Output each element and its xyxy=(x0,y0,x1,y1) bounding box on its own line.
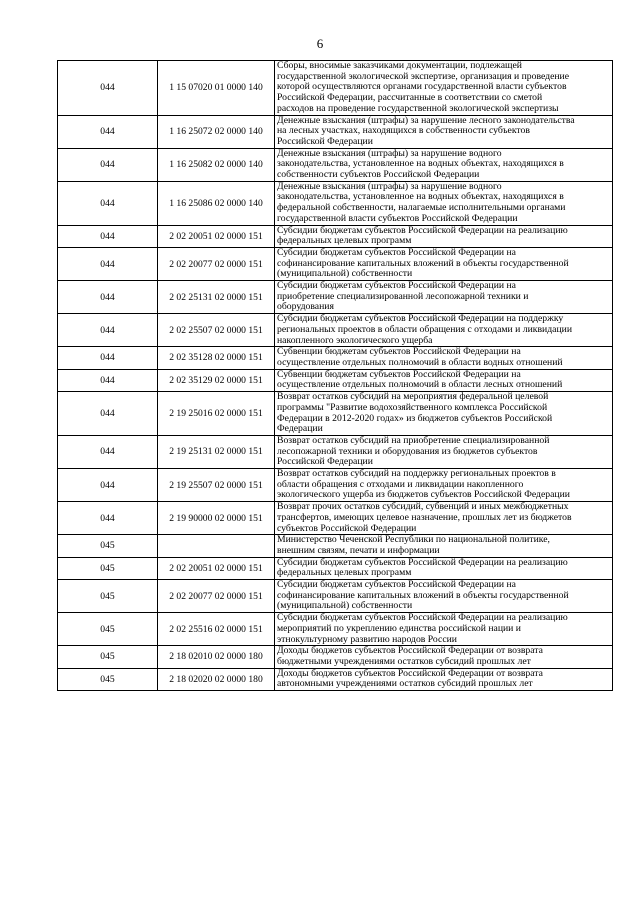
admin-code-cell: 045 xyxy=(58,535,158,557)
table-row xyxy=(58,225,613,247)
description-line: Субсидии бюджетам субъектов Российской Федерации на поддержку xyxy=(277,313,564,325)
table-row xyxy=(58,535,613,557)
budget-code-cell xyxy=(158,535,275,557)
admin-code-cell: 044 xyxy=(58,247,158,280)
table-row xyxy=(58,668,613,690)
description-line: Российской Федерации xyxy=(277,456,373,468)
admin-code-cell: 044 xyxy=(58,225,158,247)
description-line: Субсидии бюджетам субъектов Российской Федерации на xyxy=(277,246,516,258)
description-line: Доходы бюджетов субъектов Российской Федерации от возврата xyxy=(277,645,543,657)
description-line: автономными учреждениями остатков субсидий прошлых лет xyxy=(277,678,533,690)
description-line: (муниципальной) собственности xyxy=(277,600,413,612)
description-line: Субвенции бюджетам субъектов Российской Федерации на xyxy=(277,368,521,380)
description-line: Возврат остатков субсидий на мероприятия федеральной целевой xyxy=(277,391,549,403)
description-line: Денежные взыскания (штрафы) за нарушение водного xyxy=(277,180,502,192)
budget-code-cell: 2 19 25507 02 0000 151 xyxy=(158,469,275,502)
description-line: трансфертов, имеющих целевое назначение, прошлых лет из бюджетов xyxy=(277,511,572,523)
description-line: Возврат остатков субсидий на приобретение специализированной xyxy=(277,434,550,446)
table-row xyxy=(58,435,613,468)
admin-code-cell: 044 xyxy=(58,61,158,116)
revenue-description-cell xyxy=(275,557,613,579)
admin-code-cell: 044 xyxy=(58,435,158,468)
description-line: софинансирование капитальных вложений в объекты государственной xyxy=(277,589,569,601)
budget-code-cell: 2 02 25131 02 0000 151 xyxy=(158,281,275,314)
revenue-description-cell xyxy=(275,646,613,668)
description-line: программы "Развитие водохозяйственного комплекса Российской xyxy=(277,401,548,413)
table-body xyxy=(58,61,613,691)
revenue-description-cell xyxy=(275,613,613,646)
admin-code-cell: 045 xyxy=(58,646,158,668)
description-line: этнокультурному развитию народов России xyxy=(277,633,457,645)
admin-code-cell: 044 xyxy=(58,369,158,391)
budget-code-cell: 2 02 20051 02 0000 151 xyxy=(158,225,275,247)
table-row xyxy=(58,347,613,369)
revenue-description-cell xyxy=(275,347,613,369)
budget-code-cell: 2 02 20051 02 0000 151 xyxy=(158,557,275,579)
description-line: государственной экологической экспертизе, организация и проведение xyxy=(277,70,570,82)
admin-code-cell: 044 xyxy=(58,181,158,225)
admin-code-cell: 044 xyxy=(58,148,158,181)
budget-code-cell: 2 18 02020 02 0000 180 xyxy=(158,668,275,690)
description-line: Субсидии бюджетам субъектов Российской Федерации на реализацию xyxy=(277,556,568,568)
description-line: субъектов Российской Федерации xyxy=(277,522,417,534)
description-line: Субсидии бюджетам субъектов Российской Федерации на реализацию xyxy=(277,612,568,624)
description-line: федеральных целевых программ xyxy=(277,235,412,247)
table-row xyxy=(58,502,613,535)
admin-code-cell: 045 xyxy=(58,613,158,646)
description-line: оборудования xyxy=(277,301,334,313)
table-row xyxy=(58,469,613,502)
revenue-description-cell xyxy=(275,181,613,225)
table-row xyxy=(58,369,613,391)
description-line: законодательства, установленное на водных объектах, находящихся в xyxy=(277,158,564,170)
table-row xyxy=(58,646,613,668)
description-line: на лесных участках, находящихся в собственности субъектов xyxy=(277,125,530,137)
table-row xyxy=(58,580,613,613)
page-number: 6 xyxy=(316,36,324,51)
admin-code-cell: 045 xyxy=(58,580,158,613)
revenue-description-cell xyxy=(275,580,613,613)
budget-code-cell: 2 19 25016 02 0000 151 xyxy=(158,392,275,436)
description-line: Федерации в 2012-2020 годах» из бюджетов субъектов Российской xyxy=(277,412,553,424)
revenue-description-cell xyxy=(275,281,613,314)
budget-code-cell: 1 16 25082 02 0000 140 xyxy=(158,148,275,181)
description-line: Субсидии бюджетам субъектов Российской Федерации на xyxy=(277,579,516,591)
revenue-description-cell xyxy=(275,61,613,116)
description-line: государственной власти субъектов Российской Федерации xyxy=(277,212,518,224)
budget-code-cell: 2 19 25131 02 0000 151 xyxy=(158,435,275,468)
admin-code-cell: 045 xyxy=(58,668,158,690)
admin-code-cell: 044 xyxy=(58,115,158,148)
description-line: Возврат остатков субсидий на поддержку региональных проектов в xyxy=(277,468,556,480)
description-line: лесопожарной техники и оборудования из бюджетов субъектов xyxy=(277,445,538,457)
description-line: которой осуществляются органами государственной власти субъектов xyxy=(277,81,567,93)
description-line: осуществление отдельных полномочий в области лесных отношений xyxy=(277,379,563,391)
description-line: Федерации xyxy=(277,423,323,435)
budget-code-cell: 2 19 90000 02 0000 151 xyxy=(158,502,275,535)
revenue-description-cell xyxy=(275,502,613,535)
description-line: Доходы бюджетов субъектов Российской Федерации от возврата xyxy=(277,667,543,679)
admin-code-cell: 044 xyxy=(58,347,158,369)
description-line: внешним связям, печати и информации xyxy=(277,544,440,556)
description-line: федеральных целевых программ xyxy=(277,567,412,579)
budget-code-cell: 2 18 02010 02 0000 180 xyxy=(158,646,275,668)
description-line: Денежные взыскания (штрафы) за нарушение лесного законодательства xyxy=(277,114,575,126)
table-row xyxy=(58,61,613,116)
description-line: Субвенции бюджетам субъектов Российской Федерации на xyxy=(277,346,521,358)
budget-code-cell: 2 02 35129 02 0000 151 xyxy=(158,369,275,391)
budget-code-cell: 2 02 25516 02 0000 151 xyxy=(158,613,275,646)
revenue-description-cell xyxy=(275,314,613,347)
description-line: законодательства, установленное на водных объектах, находящихся в xyxy=(277,191,564,203)
description-line: Российской Федерации, рассчитанные в соответствии со сметой xyxy=(277,92,543,104)
description-line: Возврат прочих остатков субсидий, субвенций и иных межбюджетных xyxy=(277,501,569,513)
description-line: области обращения с отходами и ликвидации накопленного xyxy=(277,478,524,490)
description-line: приобретение специализированной лесопожарной техники и xyxy=(277,290,529,302)
description-line: Денежные взыскания (штрафы) за нарушение водного xyxy=(277,147,502,159)
revenue-description-cell xyxy=(275,668,613,690)
budget-code-cell: 2 02 35128 02 0000 151 xyxy=(158,347,275,369)
description-line: мероприятий по укреплению единства российской нации и xyxy=(277,622,521,634)
table-row xyxy=(58,392,613,436)
revenue-description-cell xyxy=(275,435,613,468)
table-row xyxy=(58,613,613,646)
admin-code-cell: 044 xyxy=(58,392,158,436)
table-row xyxy=(58,281,613,314)
admin-code-cell: 045 xyxy=(58,557,158,579)
table-row xyxy=(58,115,613,148)
budget-code-cell: 2 02 20077 02 0000 151 xyxy=(158,247,275,280)
description-line: экологического ущерба из бюджетов субъектов Российской Федерации xyxy=(277,489,570,501)
table-row xyxy=(58,148,613,181)
budget-code-cell: 2 02 20077 02 0000 151 xyxy=(158,580,275,613)
table-row xyxy=(58,247,613,280)
revenue-description-cell xyxy=(275,392,613,436)
admin-code-cell: 044 xyxy=(58,502,158,535)
description-line: Министерство Чеченской Республики по национальной политике, xyxy=(277,534,550,546)
description-line: бюджетными учреждениями остатков субсидий прошлых лет xyxy=(277,655,531,667)
table-row xyxy=(58,314,613,347)
table-row xyxy=(58,557,613,579)
description-line: Сборы, вносимые заказчиками документации, подлежащей xyxy=(277,60,522,71)
budget-code-cell: 1 16 25072 02 0000 140 xyxy=(158,115,275,148)
description-line: (муниципальной) собственности xyxy=(277,268,413,280)
description-line: софинансирование капитальных вложений в объекты государственной xyxy=(277,257,569,269)
revenue-description-cell xyxy=(275,148,613,181)
description-line: региональных проектов в области обращения с отходами и ликвидации xyxy=(277,323,573,335)
revenue-description-cell xyxy=(275,247,613,280)
revenue-description-cell xyxy=(275,535,613,557)
revenue-description-cell xyxy=(275,115,613,148)
description-line: осуществление отдельных полномочий в области водных отношений xyxy=(277,356,563,368)
admin-code-cell: 044 xyxy=(58,314,158,347)
revenue-classification-table xyxy=(57,60,613,691)
description-line: Субсидии бюджетам субъектов Российской Федерации на реализацию xyxy=(277,224,568,236)
description-line: Субсидии бюджетам субъектов Российской Федерации на xyxy=(277,280,516,292)
budget-code-cell: 2 02 25507 02 0000 151 xyxy=(158,314,275,347)
table-row xyxy=(58,181,613,225)
description-line: федеральной собственности, налагаемые исполнительными органами xyxy=(277,202,566,214)
description-line: собственности субъектов Российской Федерации xyxy=(277,169,480,181)
admin-code-cell: 044 xyxy=(58,469,158,502)
budget-code-cell: 1 15 07020 01 0000 140 xyxy=(158,61,275,116)
revenue-description-cell xyxy=(275,469,613,502)
description-line: расходов на проведение государственной экологической экспертизы xyxy=(277,102,559,114)
description-line: Российской Федерации xyxy=(277,135,373,147)
budget-code-cell: 1 16 25086 02 0000 140 xyxy=(158,181,275,225)
description-line: накопленного экологического ущерба xyxy=(277,334,433,346)
revenue-description-cell xyxy=(275,225,613,247)
admin-code-cell: 044 xyxy=(58,281,158,314)
revenue-description-cell xyxy=(275,369,613,391)
